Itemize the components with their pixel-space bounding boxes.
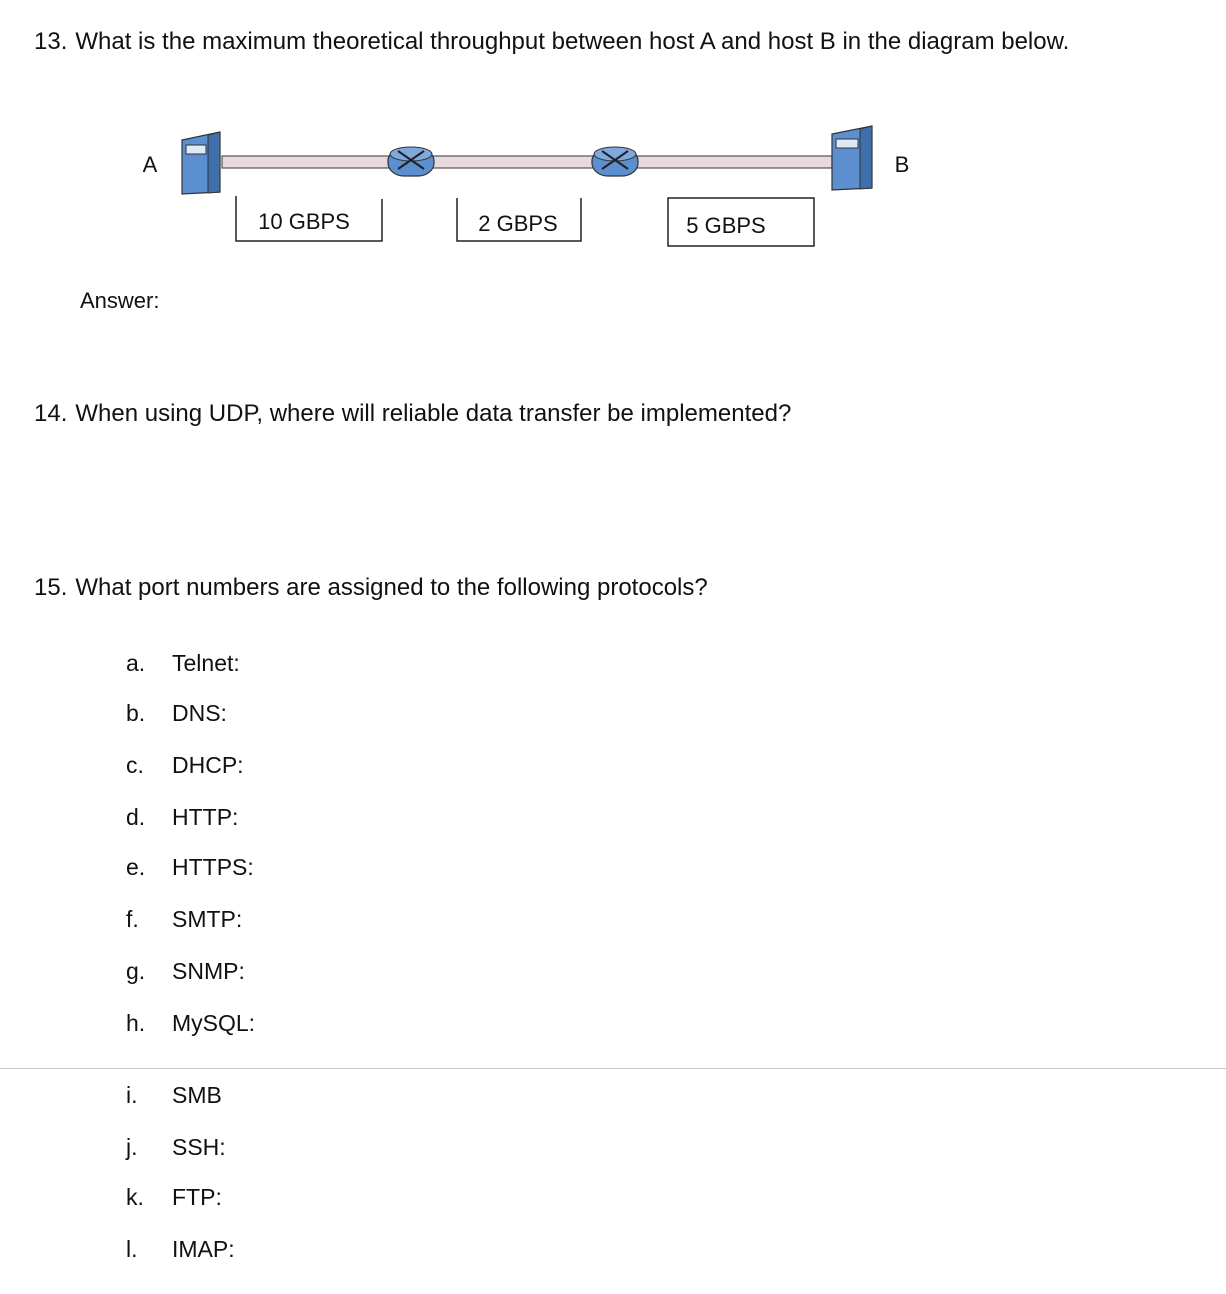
list-letter: c. <box>126 752 144 778</box>
link-a-r1 <box>222 156 392 168</box>
question-number: 13. <box>34 28 68 55</box>
link-label-2 <box>457 198 581 241</box>
network-diagram <box>0 110 1226 260</box>
protocol-label: FTP: <box>172 1184 222 1210</box>
list-letter: j. <box>126 1134 138 1160</box>
list-item <box>126 958 245 985</box>
link-speed-2: 2 GBPS <box>478 211 558 236</box>
protocol-label: MySQL: <box>172 1010 256 1036</box>
protocol-label: SMB <box>172 1082 222 1108</box>
protocol-label: DNS: <box>172 700 227 726</box>
list-letter: f. <box>126 906 139 932</box>
question-number: 15. <box>34 574 68 601</box>
list-item <box>126 752 244 779</box>
protocol-label: SMTP: <box>172 906 243 932</box>
list-letter: g. <box>126 958 146 984</box>
list-letter: a. <box>126 650 146 676</box>
list-letter: k. <box>126 1184 144 1210</box>
link-label-1 <box>236 196 382 241</box>
list-letter: i. <box>126 1082 138 1108</box>
page-divider <box>0 1068 1226 1069</box>
question-text: What is the maximum theoretical throughput between host A and host B in the diagram below. <box>75 28 1070 55</box>
question-13 <box>34 28 1069 56</box>
list-letter: l. <box>126 1236 138 1262</box>
list-item <box>126 854 254 881</box>
link-speed-1: 10 GBPS <box>258 209 350 234</box>
link-r1-r2 <box>430 156 598 168</box>
list-item <box>126 1134 226 1161</box>
router-icon-2 <box>592 147 638 176</box>
question-text: When using UDP, where will reliable data transfer be implemented? <box>75 400 792 427</box>
question-number: 14. <box>34 400 68 427</box>
server-icon-host-b <box>832 126 872 190</box>
link-speed-3: 5 GBPS <box>686 213 766 238</box>
list-letter: e. <box>126 854 146 880</box>
protocol-label: SSH: <box>172 1134 226 1160</box>
list-item <box>126 700 227 727</box>
list-item <box>126 1082 222 1109</box>
list-item <box>126 1010 255 1037</box>
protocol-label: SNMP: <box>172 958 245 984</box>
host-b-label: B <box>894 152 910 177</box>
host-a-label: A <box>142 152 158 177</box>
protocol-label: HTTPS: <box>172 854 254 880</box>
protocol-label: DHCP: <box>172 752 244 778</box>
list-letter: h. <box>126 1010 146 1036</box>
protocol-label: HTTP: <box>172 804 239 830</box>
router-icon-1 <box>388 147 434 176</box>
question-text: What port numbers are assigned to the following protocols? <box>75 574 708 601</box>
list-item <box>126 804 238 831</box>
list-item <box>126 1236 235 1263</box>
question-15 <box>34 574 708 602</box>
list-item <box>126 906 242 933</box>
link-r2-b <box>636 156 832 168</box>
link-label-3 <box>668 198 814 246</box>
protocol-label: IMAP: <box>172 1236 235 1262</box>
answer-label: Answer: <box>80 288 160 313</box>
protocol-label: Telnet: <box>172 650 240 676</box>
list-item <box>126 1184 222 1211</box>
list-letter: d. <box>126 804 146 830</box>
list-item <box>126 650 240 677</box>
server-icon-host-a <box>182 132 220 194</box>
list-letter: b. <box>126 700 146 726</box>
question-14 <box>34 400 791 428</box>
